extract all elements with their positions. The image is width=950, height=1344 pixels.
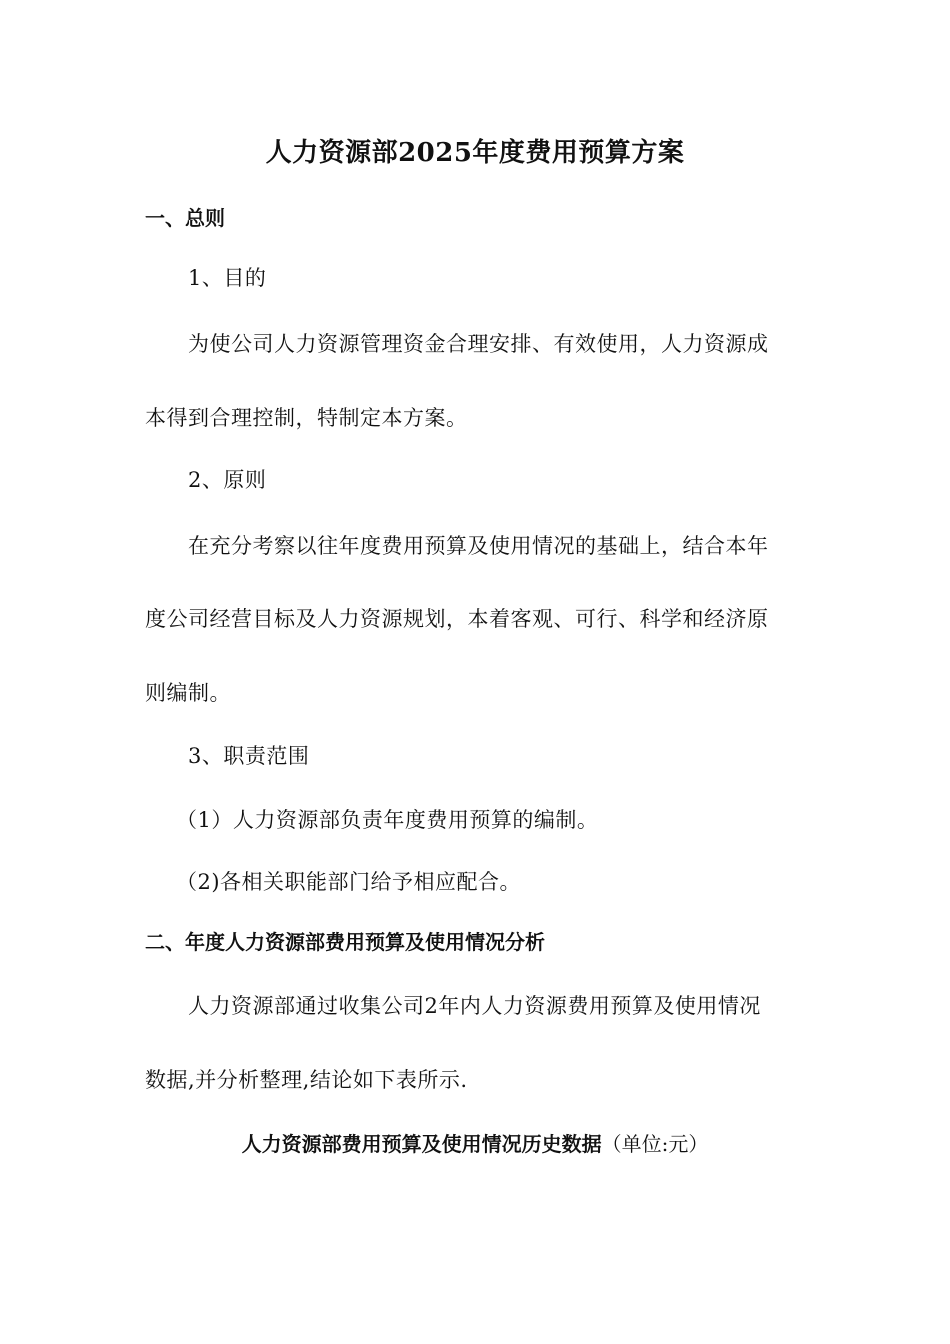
item2-text-line1: 在充分考察以往年度费用预算及使用情况的基础上，结合本年	[188, 534, 769, 558]
item2-label: 2、原则	[188, 468, 267, 492]
item1-label: 1、目的	[188, 266, 267, 290]
section2-text-line1: 人力资源部通过收集公司2年内人力资源费用预算及使用情况	[188, 994, 761, 1018]
section1-heading: 一、总则	[145, 206, 225, 230]
item1-text-line1: 为使公司人力资源管理资金合理安排、有效使用，人力资源成	[188, 332, 769, 356]
table-caption	[0, 1130, 950, 1158]
item3-label: 3、职责范围	[188, 744, 310, 768]
table-caption-unit: （单位:元）	[601, 1132, 709, 1156]
item1-text-line2: 本得到合理控制，特制定本方案。	[145, 406, 468, 430]
item2-text-line2: 度公司经营目标及人力资源规划，本着客观、可行、科学和经济原	[145, 607, 769, 631]
item3-sub2: （2)各相关职能部门给予相应配合。	[176, 870, 522, 894]
item2-text-line3: 则编制。	[145, 681, 231, 705]
item3-sub1: （1）人力资源部负责年度费用预算的编制。	[176, 808, 599, 832]
section2-text-line2: 数据,并分析整理,结论如下表所示.	[145, 1068, 468, 1092]
table-caption-title: 人力资源部费用预算及使用情况历史数据	[241, 1132, 602, 1156]
section2-heading: 二、年度人力资源部费用预算及使用情况分析	[145, 930, 545, 954]
document-title: 人力资源部2025年度费用预算方案	[265, 138, 685, 168]
